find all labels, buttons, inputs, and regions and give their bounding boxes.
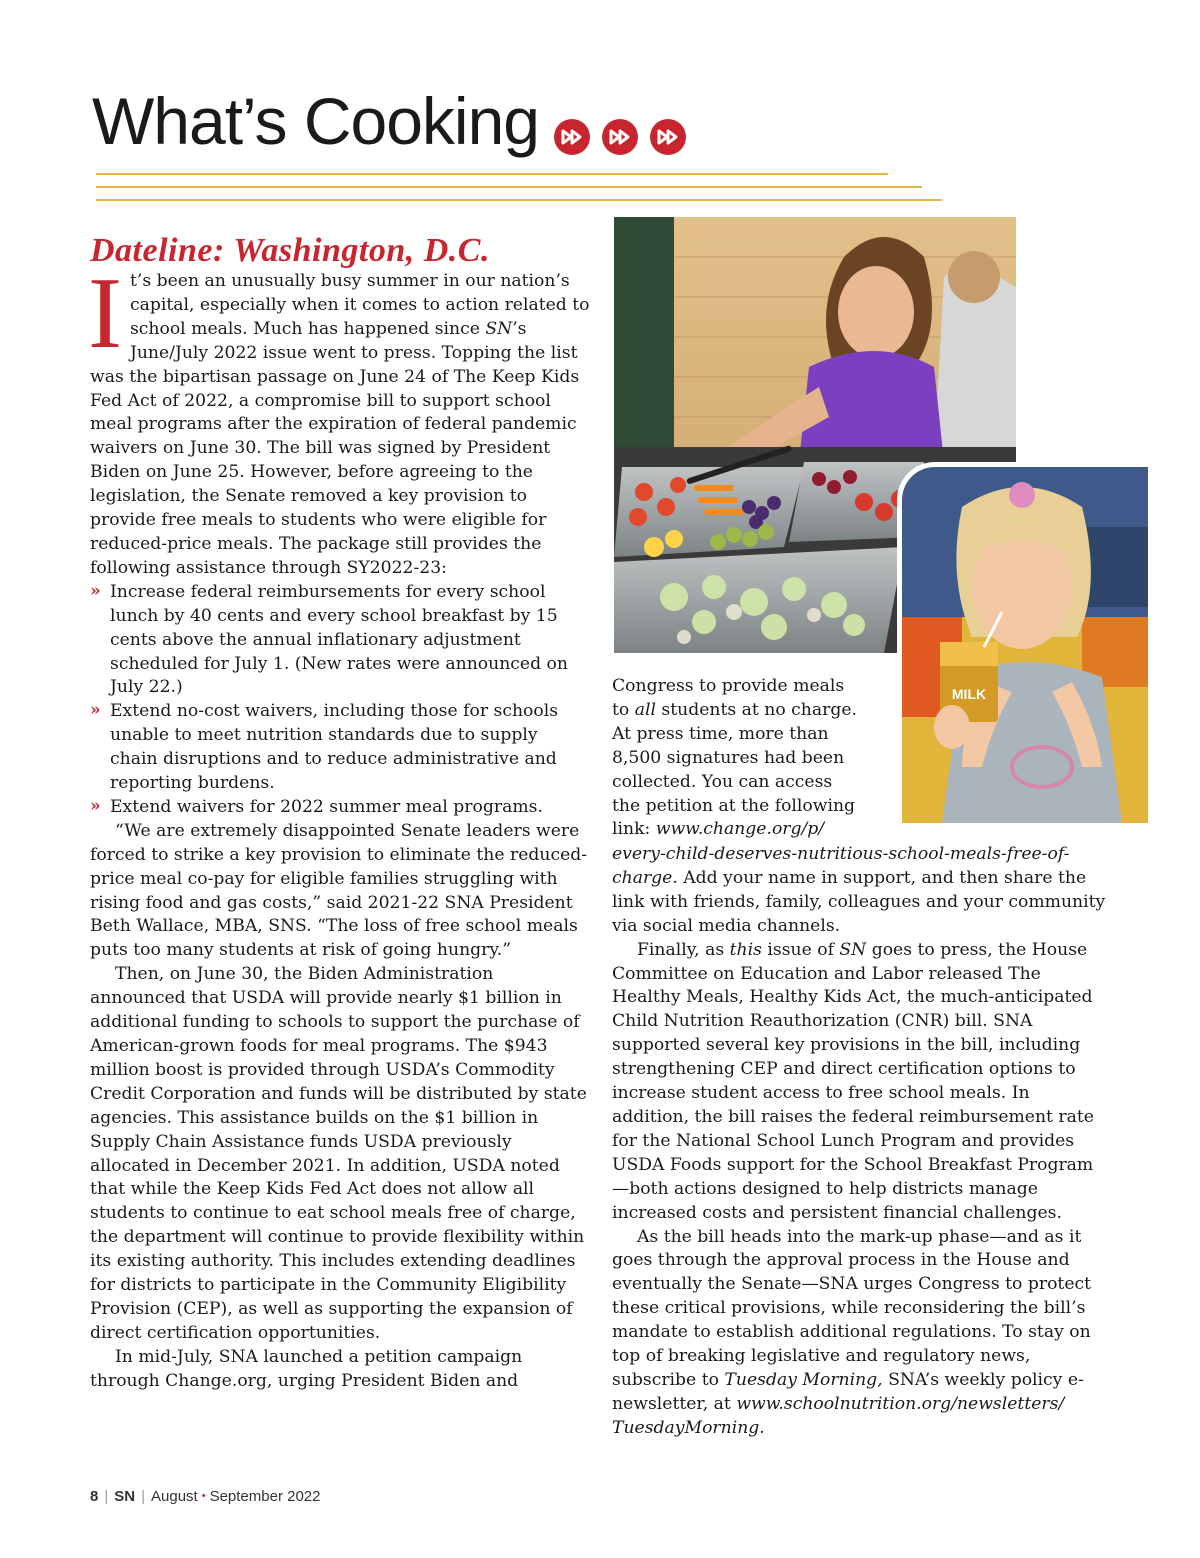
petition-continued: Congress to provide meals to all students at no charge. At press time, more than 8,500 signatures had been collected. You can access the petition at the following link: www.change.org/p/ [612,676,857,840]
drop-cap: I [88,257,122,370]
milk-carton-label: MILK [951,686,987,702]
header-arrows [554,119,686,155]
header-rule [96,173,888,175]
footer-dot: • [201,1490,206,1502]
publication-name: SN [114,1488,136,1505]
page-number: 8 [90,1488,99,1505]
article-column-left [88,257,590,1394]
list-item: » Extend waivers for 2022 summer meal programs. [90,795,543,817]
markup-paragraph: As the bill heads into the mark-up phase—and as it goes through the approval process in the House and eventually the Senate—SNA urges Congress to protect these critical provisions, while reconsidering the bill’s mandate to establish additional regulations. To stay on top of breaking legislative and regulatory news, subscribe to Tuesday Morning, SNA’s weekly policy e-newsletter, at www.schoolnutrition.org/newsletters/ TuesdayMorning. [612,1226,1092,1438]
usda-paragraph: Then, on June 30, the Biden Administration announced that USDA will provide nearly $1 billion in additional funding to schools to support the purchase of American-grown foods for meal programs. The $943 million boost is provided through USDA’s Commodity Credit Corporation and funds will be distributed by state agencies. This assistance builds on the $1 billion in Supply Chain Assistance funds USDA previously allocated in December 2021. In addition, USDA noted that while the Keep Kids Fed Act does not allow all students to continue to eat school meals free of charge, the department will continue to provide flexibility within its existing authority. This includes extending deadlines for districts to participate in the Community Eligibility Provision (CEP), as well as supporting the expansion of direct certification opportunities. [90,964,587,1343]
petition-link-continued[interactable]: every-child-deserves-nutritious-school-meals-free-of-charge. [612,844,1070,888]
page-footer [90,1488,320,1505]
list-item: » Extend no-cost waivers, including those for schools unable to meet nutrition standards due to supply chain disruptions and to reduce administrative and reporting burdens. [90,700,559,794]
page-title: What’s Cooking [92,84,540,158]
header-rule [96,199,942,201]
bullet-chevron-icon: » [90,700,101,721]
newsletter-link[interactable]: www.schoolnutrition.org/newsletters/ TuesdayMorning. [612,1393,1065,1438]
list-item: » Increase federal reimbursements for every school lunch by 40 cents and every school breakfast by 15 cents above the annual inflationary adjustment scheduled for July 1. (New rates were announced on July 22.) [90,580,568,698]
footer-separator: | [104,1488,109,1505]
bullet-chevron-icon: » [90,795,101,816]
article-column-right [612,843,1112,1441]
issue-month: August [151,1488,198,1505]
bullet-chevron-icon: » [90,580,101,601]
footer-separator: | [141,1488,145,1505]
assistance-list [90,581,590,820]
cnr-paragraph: Finally, as this issue of SN goes to press, the House Committee on Education and Labor released The Healthy Meals, Healthy Kids Act, the much-anticipated Child Nutrition Reauthorization (CNR) bill. SNA supported several key provisions in the bill, including strengthening CEP and direct certification options to increase student access to free school meals. In addition, the bill raises the federal reimbursement rate for the National School Lunch Program and provides USDA Foods support for the School Breakfast Program —both actions designed to help districts manage increased costs and persistent financial challenges. [612,939,1094,1223]
header-rule [96,186,922,188]
fast-forward-icon [554,119,590,155]
petition-link[interactable]: www.change.org/p/ [655,819,825,840]
issue-month-year: September 2022 [209,1488,321,1505]
dateline-heading: Dateline: Washington, D.C. [90,232,490,269]
quote-paragraph: “We are extremely disappointed Senate leaders were forced to strike a key provision to eliminate the reduced-price meal co-pay for eligible families struggling with rising food and gas costs,” said 2021-22 SNA President Beth Wallace, MBA, SNS. “The loss of free school meals puts too many students at risk of going hungry.” [90,820,588,961]
fast-forward-icon [650,119,686,155]
fast-forward-icon [602,119,638,155]
petition-continued-2: every-child-deserves-nutritious-school-meals-free-of-charge. Add your name in support, and then share the link with friends, family, colleagues and your community via social media channels. [612,844,1106,936]
petition-paragraph: In mid-July, SNA launched a petition campaign through Change.org, urging President Biden and [90,1346,523,1391]
article-column-right-top [612,675,912,842]
intro-paragraph: It’s been an unusually busy summer in our nation’s capital, especially when it comes to action related to school meals. Much has happened since SN’s June/July 2022 issue went to press. Topping the list was the bipartisan passage on June 24 of The Keep Kids Fed Act of 2022, a compromise bill to support school meal programs after the expiration of federal pandemic waivers on June 30. The bill was signed by President Biden on June 25. However, before agreeing to the legislation, the Senate removed a key provision to provide free meals to students who were eligible for reduced-price meals. The package still provides the following assistance through SY2022-23: [88,257,590,578]
milk-girl-photo [897,462,1153,828]
